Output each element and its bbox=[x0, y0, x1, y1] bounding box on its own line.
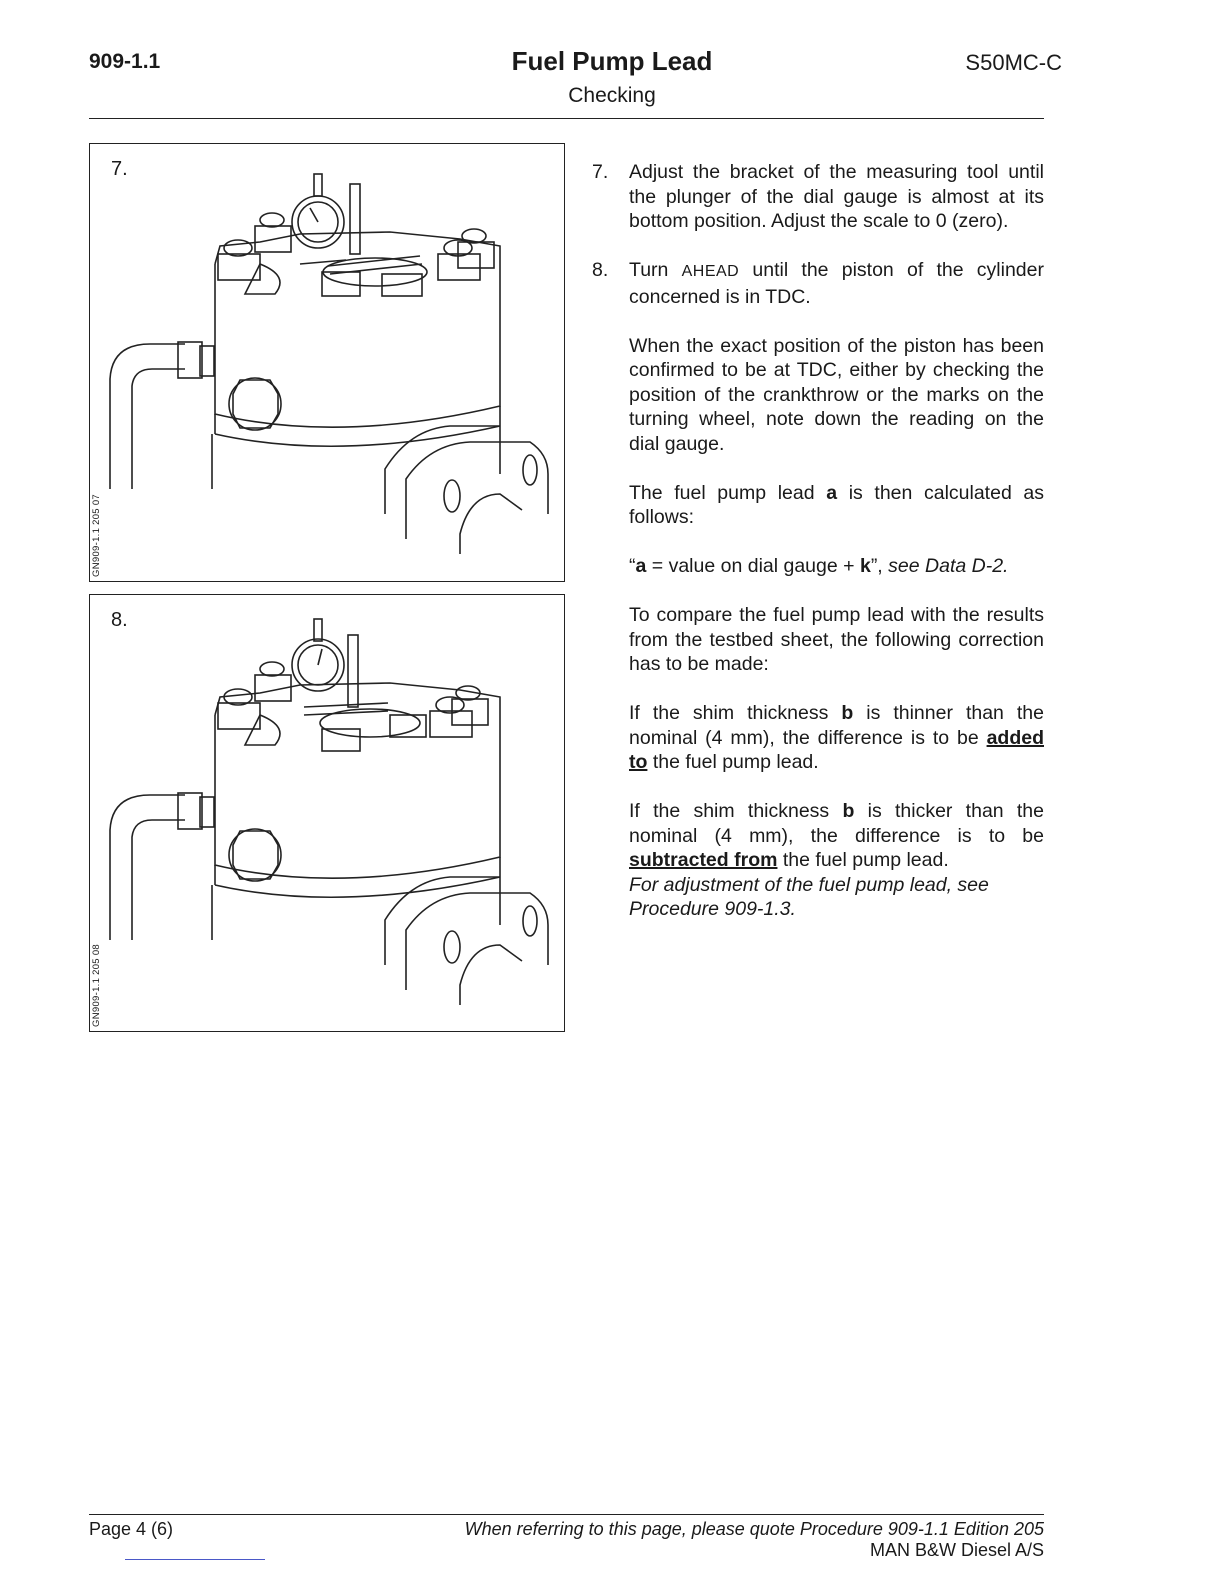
scan-artifact-line bbox=[125, 1559, 265, 1560]
company-name: MAN B&W Diesel A/S bbox=[869, 1540, 1044, 1560]
emphasis-subtracted-from: subtracted from bbox=[629, 849, 778, 871]
document-number: 909-1.1 bbox=[89, 50, 161, 73]
figure-8 bbox=[89, 594, 565, 1032]
tdc-paragraph: When the exact position of the piston has been confirmed to be at TDC, either by checking the position of the crankthrow or the marks on the turning wheel, note down the reading on the dial gauge. bbox=[629, 334, 1044, 455]
text: If the shim thickness bbox=[629, 702, 842, 724]
text: Turn bbox=[629, 259, 682, 281]
procedure-reference: When referring to this page, please quote Procedure 909-1.1 Edition 205 bbox=[464, 1519, 1044, 1539]
step-number: 8. bbox=[592, 259, 609, 281]
text: is then calculated as follows: bbox=[629, 481, 1045, 528]
text: is thinner than the nominal (4 mm), the difference is to be bbox=[629, 702, 1044, 749]
footer-divider bbox=[89, 1514, 1044, 1515]
step-text bbox=[629, 258, 1044, 309]
header-divider bbox=[89, 118, 1044, 119]
page-subtitle: Checking bbox=[568, 84, 656, 107]
engine-type: S50MC-C bbox=[965, 50, 1062, 75]
figure-number: 8. bbox=[111, 609, 128, 631]
variable-k: k bbox=[859, 555, 871, 577]
page-title: Fuel Pump Lead bbox=[511, 46, 713, 76]
fuel-pump-dial-gauge-illustration bbox=[90, 144, 566, 583]
text: is thicker than the nominal (4 mm), the difference is to be bbox=[629, 800, 1044, 847]
variable-a: a bbox=[635, 555, 647, 577]
text: until the piston of the cylinder concerned is in TDC. bbox=[629, 259, 1044, 308]
figure-7 bbox=[89, 143, 565, 582]
step-8 bbox=[592, 258, 1044, 309]
text: “ bbox=[629, 555, 636, 577]
variable-a: a bbox=[826, 481, 838, 504]
figure-code: GN909-1.1 205 07 bbox=[91, 494, 102, 577]
variable-b: b bbox=[841, 702, 854, 724]
compare-paragraph: To compare the fuel pump lead with the results from the testbed sheet, the following correction has to be made: bbox=[629, 604, 1044, 675]
text: the fuel pump lead. bbox=[777, 849, 949, 871]
formula bbox=[629, 554, 1044, 579]
text: = value on dial gauge + bbox=[646, 555, 860, 577]
step-number: 7. bbox=[592, 161, 609, 183]
text: the fuel pump lead. bbox=[647, 751, 819, 773]
data-reference: see Data D-2. bbox=[888, 555, 1009, 577]
page-number: Page 4 (6) bbox=[89, 1519, 174, 1539]
thinner-paragraph bbox=[629, 701, 1044, 775]
adjustment-reference: For adjustment of the fuel pump lead, see Procedure 909-1.3. bbox=[629, 873, 989, 920]
text: If the shim thickness bbox=[629, 800, 843, 822]
step-7 bbox=[592, 160, 1044, 234]
figure-number: 7. bbox=[111, 158, 128, 180]
calc-paragraph bbox=[629, 481, 1044, 530]
text: The fuel pump lead bbox=[629, 481, 827, 504]
thicker-paragraph bbox=[629, 799, 1044, 873]
fuel-pump-dial-gauge-illustration bbox=[90, 595, 566, 1033]
variable-b: b bbox=[842, 800, 855, 822]
text: ”, bbox=[870, 555, 889, 577]
procedure-text bbox=[592, 160, 1044, 946]
figure-code: GN909-1.1 205 08 bbox=[91, 944, 102, 1027]
step-text: Adjust the bracket of the measuring tool until the plunger of the dial gauge is almost at its bottom position. Adjust the scale to 0 (zero). bbox=[629, 161, 1044, 232]
keyword-ahead: AHEAD bbox=[681, 263, 740, 280]
emphasis-added-to: added to bbox=[629, 726, 1044, 773]
